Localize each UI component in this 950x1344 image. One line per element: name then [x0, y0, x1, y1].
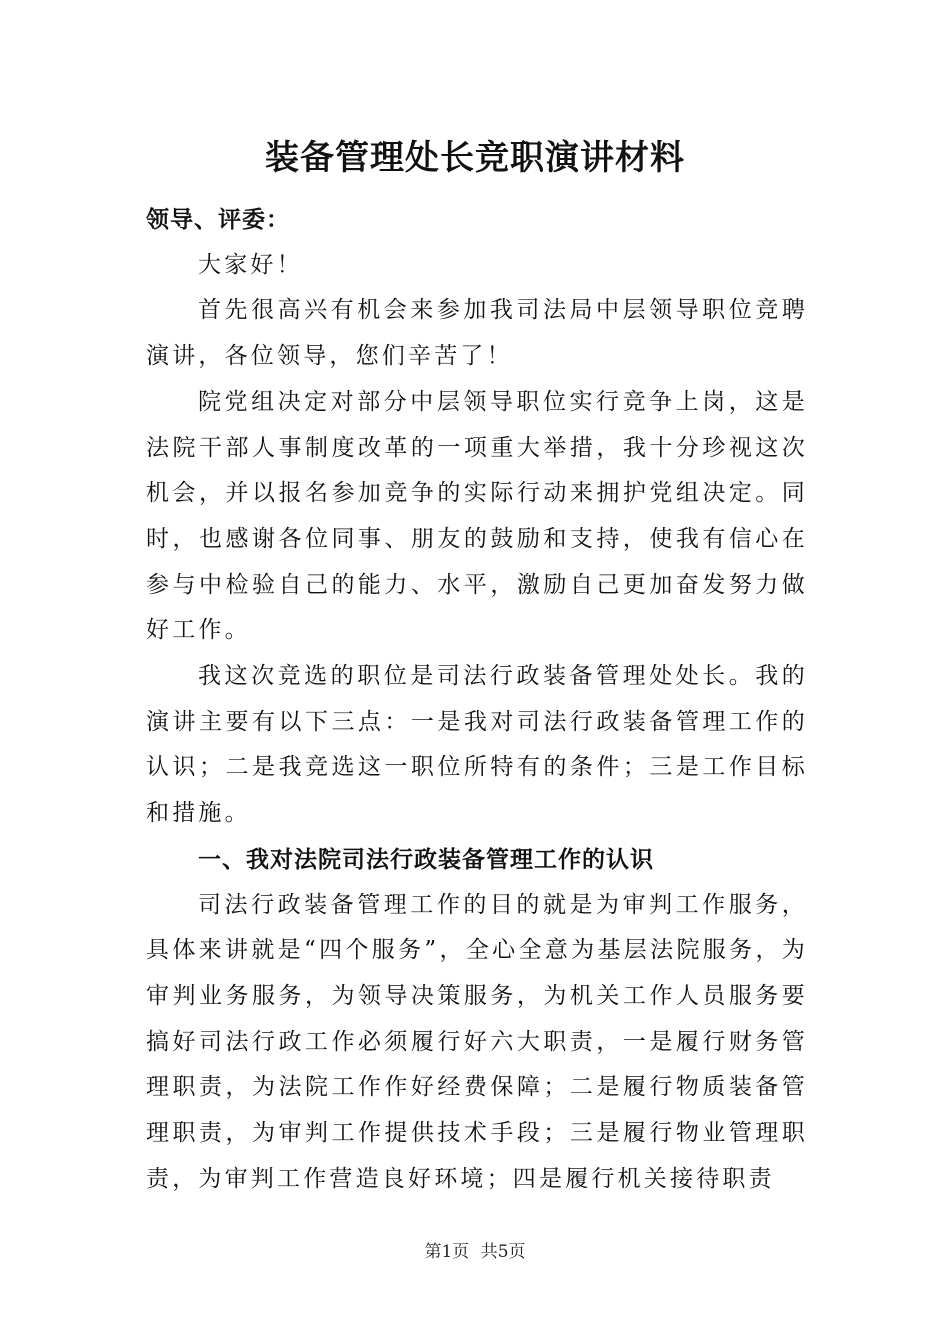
page-number-footer: 第1页 共5页	[424, 1242, 526, 1262]
paragraph-background: 院党组决定对部分中层领导职位实行竞争上岗，这是法院干部人事制度改革的一项重大举措，我十分珍视这次机会，并以报名参加竞争的实际行动来拥护党组决定。同时，也感谢各位同事、朋友的鼓励和支持，使我有信心在参与中检验自己的能力、水平，激励自己更加奋发努力做好工作。	[146, 388, 808, 644]
paragraph-outline: 我这次竞选的职位是司法行政装备管理处处长。我的演讲主要有以下三点：一是我对司法行政装备管理工作的认识；二是我竞选这一职位所特有的条件；三是工作目标和措施。	[146, 663, 808, 827]
document-title: 装备管理处长竞职演讲材料	[265, 138, 685, 178]
document-body	[146, 197, 808, 1202]
paragraph-opening: 首先很高兴有机会来参加我司法局中层领导职位竞聘演讲，各位领导，您们辛苦了！	[146, 297, 808, 370]
paragraph-greeting: 大家好！	[198, 251, 303, 278]
section-paragraph: 司法行政装备管理工作的目的就是为审判工作服务，具体来讲就是“四个服务”，全心全意为基层法院服务，为审判业务服务，为领导决策服务，为机关工作人员服务要搞好司法行政工作必须履行好六大职责，一是履行财务管理职责，为法院工作作好经费保障；二是履行物质装备管理职责，为审判工作提供技术手段；三是履行物业管理职责，为审判工作营造良好环境；四是履行机关接待职责	[146, 891, 808, 1192]
section-heading: 一、我对法院司法行政装备管理工作的认识	[198, 845, 654, 873]
salutation: 领导、评委：	[146, 206, 290, 233]
